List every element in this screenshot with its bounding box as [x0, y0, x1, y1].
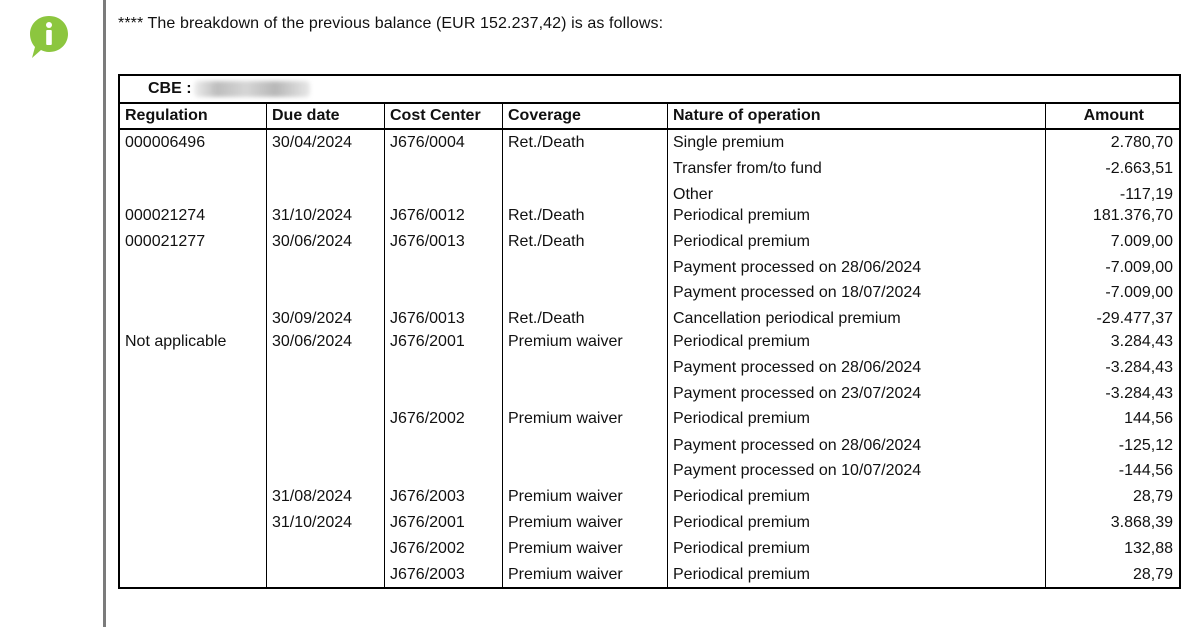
cell-amount: 7.009,00 [1110, 233, 1173, 250]
table-row [120, 359, 1179, 381]
cell-regulation: 000006496 [125, 134, 206, 151]
cell-cost-center: J676/0013 [390, 233, 465, 250]
cell-nature: Payment processed on 28/06/2024 [673, 259, 922, 276]
cell-cost-center: J676/0012 [390, 207, 465, 224]
cbe-redacted-value [194, 81, 310, 97]
cell-nature: Single premium [673, 134, 785, 151]
table-row [120, 207, 1179, 229]
table-row [120, 410, 1179, 432]
cell-due-date: 31/08/2024 [272, 488, 353, 505]
cell-amount: 144,56 [1124, 410, 1173, 427]
cell-cost-center: J676/2001 [390, 514, 465, 531]
header-due-date: Due date [272, 107, 340, 124]
cell-amount: 3.868,39 [1110, 514, 1173, 531]
cell-nature: Cancellation periodical premium [673, 310, 901, 327]
cell-amount: -3.284,43 [1105, 385, 1173, 402]
cell-nature: Periodical premium [673, 207, 810, 224]
cell-amount: -117,19 [1119, 186, 1173, 203]
table-row [120, 310, 1179, 332]
cell-cost-center: J676/0013 [390, 310, 465, 327]
cell-coverage: Ret./Death [508, 310, 585, 327]
table-row [120, 437, 1179, 459]
cell-nature: Periodical premium [673, 540, 810, 557]
table-row [120, 385, 1179, 407]
cell-nature: Periodical premium [673, 333, 810, 350]
header-coverage: Coverage [508, 107, 581, 124]
cell-coverage: Premium waiver [508, 514, 623, 531]
cell-nature: Periodical premium [673, 488, 810, 505]
cell-nature: Payment processed on 10/07/2024 [673, 462, 922, 479]
cell-amount: -3.284,43 [1105, 359, 1173, 376]
cell-amount: -125,12 [1118, 437, 1173, 454]
cell-amount: -144,56 [1118, 462, 1173, 479]
table-row [120, 186, 1179, 208]
cell-amount: -29.477,37 [1096, 310, 1173, 327]
cell-regulation: 000021274 [125, 207, 206, 224]
table-row [120, 134, 1179, 156]
cell-nature: Periodical premium [673, 233, 810, 250]
balance-intro-text: **** The breakdown of the previous balance (EUR 152.237,42) is as follows: [118, 15, 664, 32]
cell-coverage: Ret./Death [508, 233, 585, 250]
cell-due-date: 31/10/2024 [272, 514, 353, 531]
cell-cost-center: J676/2003 [390, 566, 465, 583]
cell-amount: 132,88 [1124, 540, 1173, 557]
table-row [120, 488, 1179, 510]
header-regulation: Regulation [125, 107, 208, 124]
cell-coverage: Premium waiver [508, 333, 623, 350]
cell-amount: 181.376,70 [1092, 207, 1173, 224]
cell-nature: Transfer from/to fund [673, 160, 822, 177]
table-row [120, 259, 1179, 281]
cell-regulation: 000021277 [125, 233, 206, 250]
table-row [120, 514, 1179, 536]
balance-breakdown-table [118, 74, 1181, 589]
info-icon [28, 14, 70, 60]
cell-cost-center: J676/2003 [390, 488, 465, 505]
table-row [120, 540, 1179, 562]
cell-cost-center: J676/2002 [390, 540, 465, 557]
table-row [120, 462, 1179, 484]
header-cost-center: Cost Center [390, 107, 481, 124]
cell-coverage: Ret./Death [508, 134, 585, 151]
table-row [120, 333, 1179, 355]
cell-due-date: 30/09/2024 [272, 310, 353, 327]
cell-due-date: 30/06/2024 [272, 333, 353, 350]
header-nature: Nature of operation [673, 107, 821, 124]
table-header-row [120, 104, 1179, 130]
cell-coverage: Premium waiver [508, 488, 623, 505]
cell-amount: 28,79 [1132, 488, 1173, 505]
left-divider-line [103, 0, 106, 627]
cell-nature: Periodical premium [673, 514, 810, 531]
cell-coverage: Premium waiver [508, 540, 623, 557]
cell-regulation: Not applicable [125, 333, 227, 350]
cell-coverage: Premium waiver [508, 566, 623, 583]
cell-nature: Other [673, 186, 714, 203]
cell-nature: Payment processed on 28/06/2024 [673, 437, 922, 454]
cell-cost-center: J676/0004 [390, 134, 465, 151]
cell-nature: Payment processed on 23/07/2024 [673, 385, 922, 402]
cell-cost-center: J676/2001 [390, 333, 465, 350]
cell-coverage: Premium waiver [508, 410, 623, 427]
cbe-label: CBE : [148, 80, 192, 97]
table-row [120, 566, 1179, 588]
cell-amount: -7.009,00 [1105, 284, 1173, 301]
cell-amount: 28,79 [1132, 566, 1173, 583]
header-amount: Amount [1083, 107, 1144, 124]
cell-nature: Payment processed on 28/06/2024 [673, 359, 922, 376]
cell-amount: -2.663,51 [1105, 160, 1173, 177]
table-row [120, 160, 1179, 182]
cbe-row [120, 76, 1179, 104]
cell-amount: -7.009,00 [1105, 259, 1173, 276]
cell-cost-center: J676/2002 [390, 410, 465, 427]
cell-coverage: Ret./Death [508, 207, 585, 224]
cell-nature: Periodical premium [673, 410, 810, 427]
table-row [120, 284, 1179, 306]
cell-due-date: 30/04/2024 [272, 134, 353, 151]
cell-due-date: 30/06/2024 [272, 233, 353, 250]
cell-amount: 2.780,70 [1110, 134, 1173, 151]
cell-due-date: 31/10/2024 [272, 207, 353, 224]
cell-nature: Payment processed on 18/07/2024 [673, 284, 922, 301]
cell-nature: Periodical premium [673, 566, 810, 583]
cell-amount: 3.284,43 [1110, 333, 1173, 350]
table-row [120, 233, 1179, 255]
